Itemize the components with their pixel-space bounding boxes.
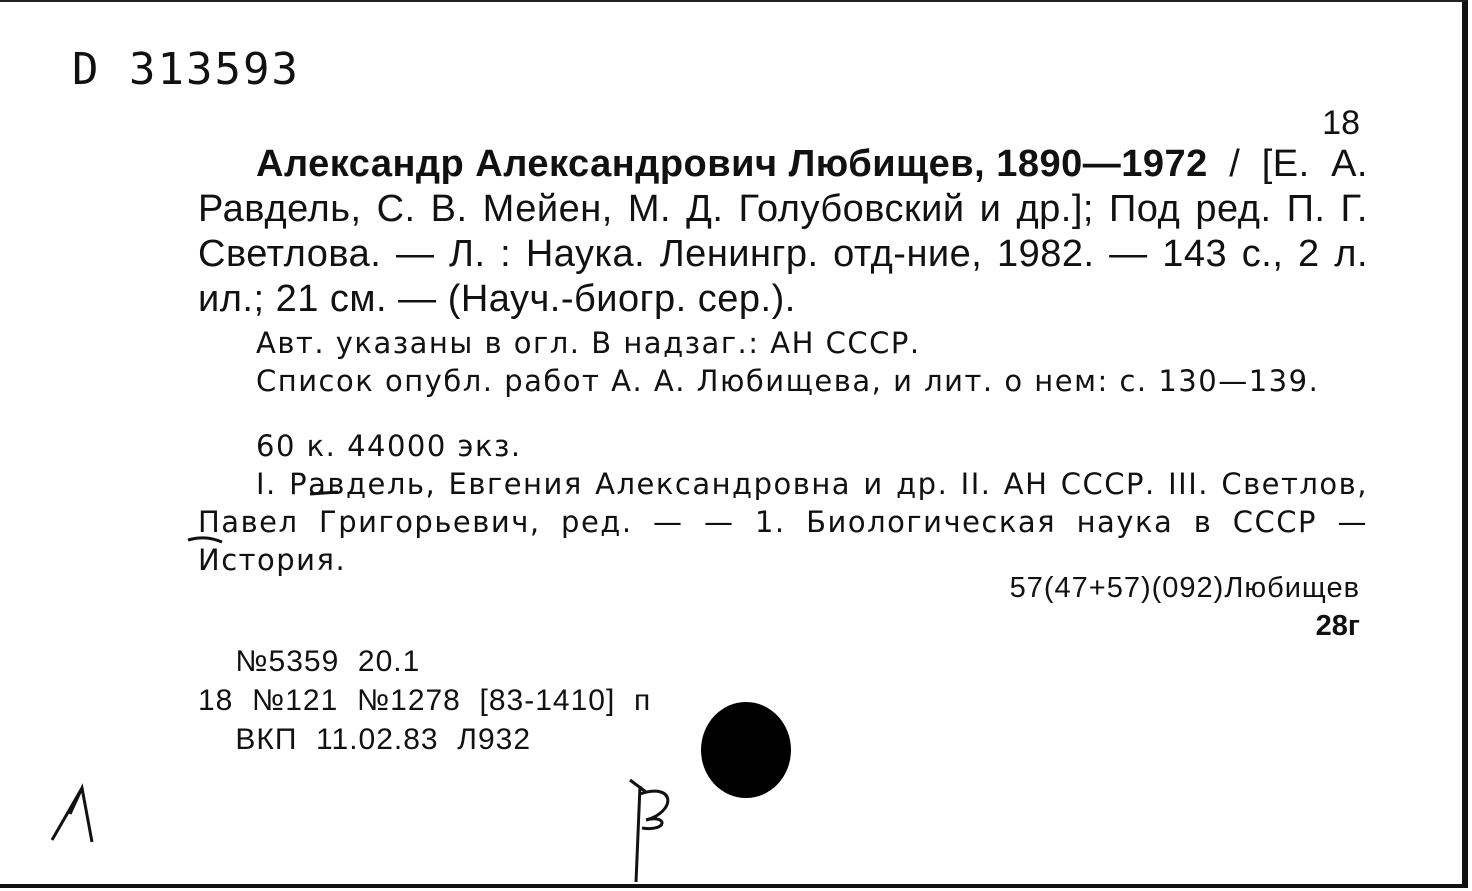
price-copies-text: 60 к. 44000 экз.	[256, 429, 522, 463]
bibliography-note	[198, 362, 1368, 400]
authors-note	[198, 324, 1368, 362]
service-line-2: 18 №121 №1278 [83-1410] п	[198, 684, 652, 717]
inventory-number: D 313593	[72, 44, 300, 95]
cutter-mark: 28г	[1315, 610, 1360, 642]
ink-blot	[698, 698, 794, 802]
authors-note-text: Авт. указаны в огл. В надзаг.: АН СССР.	[256, 326, 921, 360]
tracings-text: I. Равдель, Евгения Александровна и др. II. АН СССР. III. Светлов, Павел Григорьевич, ред. — — 1. Биологическая наука в СССР — История.	[198, 467, 1368, 577]
bibliography-note-text: Список опубл. работ А. А. Любищева, и лит. о нем: с. 130—139.	[256, 364, 1320, 398]
tracings	[198, 465, 1368, 579]
handwritten-signature	[630, 780, 668, 882]
service-lines	[198, 642, 651, 759]
service-line-1: №5359 20.1	[198, 645, 421, 678]
main-entry-description: / [Е. А. Равдель, С. В. Мейен, М. Д. Голубовский и др.]; Под ред. П. Г. Светлова. — Л. : Наука. Ленингр. отд-ние, 1982. — 143 с., 2 л. ил.; 21 см. — (Науч.-биогр. сер.).	[198, 143, 1368, 320]
main-entry	[198, 142, 1368, 322]
main-entry-title: Александр Александрович Любищев, 1890—1972	[256, 143, 1208, 185]
handwritten-one	[52, 788, 92, 842]
classification-index: 57(47+57)(092)Любищев	[1009, 572, 1360, 604]
price-copies	[198, 427, 1368, 465]
service-line-3: ВКП 11.02.83 Л932	[198, 723, 532, 756]
card-number: 18	[1322, 104, 1360, 142]
